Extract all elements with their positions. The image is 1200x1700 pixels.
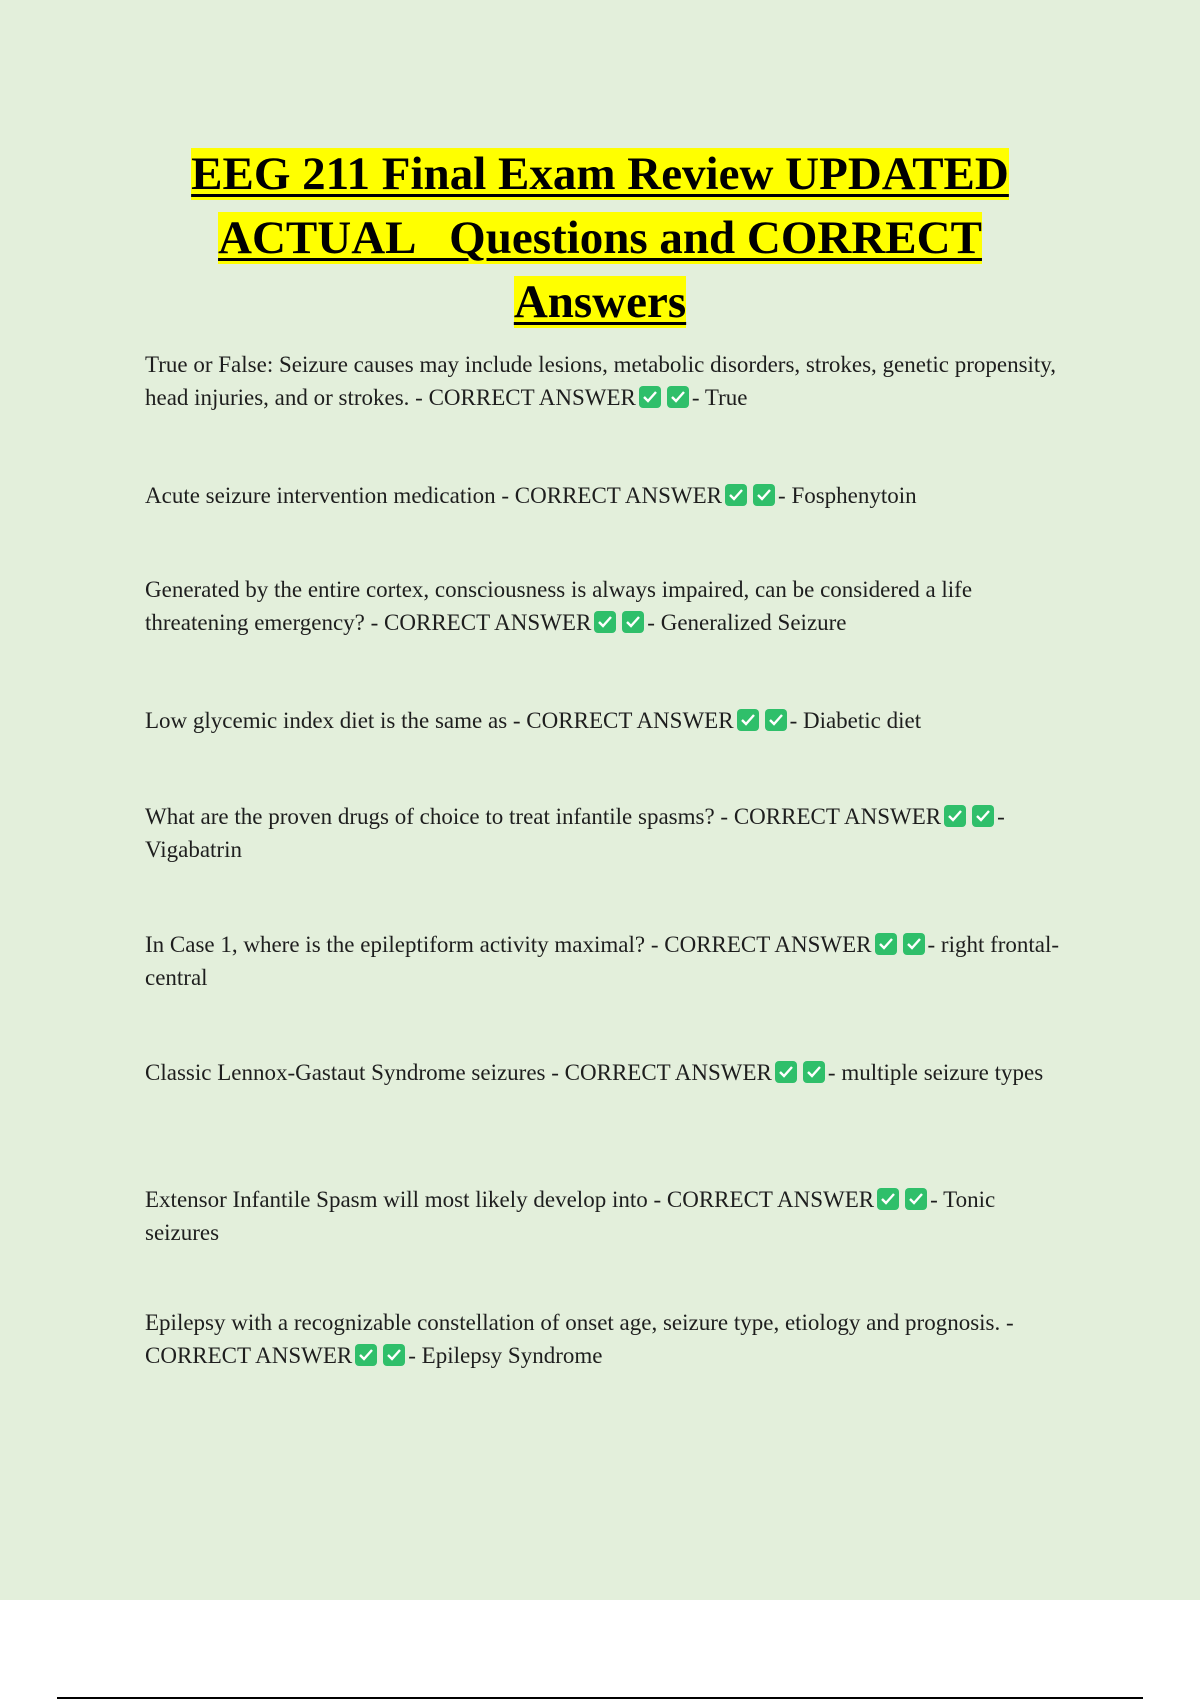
check-mark-icon — [725, 484, 747, 506]
check-mark-icon — [737, 709, 759, 731]
check-mark-icon — [803, 1061, 825, 1083]
document-title — [0, 142, 1200, 334]
answer-text: - Generalized Seizure — [647, 610, 847, 635]
qa-item — [145, 348, 1065, 414]
question-text: Low glycemic index diet is the same as - CORRECT ANSWER — [145, 708, 734, 733]
qa-item — [145, 704, 1065, 737]
answer-text: - Vigabatrin — [145, 804, 1005, 862]
question-text: What are the proven drugs of choice to treat infantile spasms? - CORRECT ANSWER — [145, 804, 942, 829]
question-text: Acute seizure intervention medication - CORRECT ANSWER — [145, 483, 723, 508]
question-text: In Case 1, where is the epileptiform activity maximal? - CORRECT ANSWER — [145, 932, 872, 957]
answer-text: - True — [691, 385, 748, 410]
title-line-1: EEG 211 Final Exam Review UPDATED — [191, 148, 1009, 200]
answer-text: - multiple seizure types — [827, 1060, 1044, 1085]
check-mark-icon — [903, 933, 925, 955]
check-mark-icon — [667, 386, 689, 408]
check-mark-icon — [944, 805, 966, 827]
check-mark-icon — [972, 805, 994, 827]
qa-item — [145, 928, 1065, 994]
check-mark-icon — [775, 1061, 797, 1083]
qa-item — [145, 1056, 1065, 1089]
answer-text: - Fosphenytoin — [778, 483, 917, 508]
check-mark-icon — [765, 709, 787, 731]
check-mark-icon — [877, 1188, 899, 1210]
qa-item — [145, 573, 1065, 639]
question-text: Epilepsy with a recognizable constellation of onset age, seizure type, etiology and prognosis. - CORRECT ANSWER — [145, 1310, 1014, 1368]
question-text: Extensor Infantile Spasm will most likely develop into - CORRECT ANSWER — [145, 1187, 875, 1212]
check-mark-icon — [622, 611, 644, 633]
check-mark-icon — [639, 386, 661, 408]
check-mark-icon — [875, 933, 897, 955]
qa-item — [145, 1306, 1065, 1372]
answer-text: - Diabetic diet — [789, 708, 922, 733]
footer-divider — [57, 1697, 1143, 1699]
check-mark-icon — [594, 611, 616, 633]
check-mark-icon — [753, 484, 775, 506]
qa-item — [145, 800, 1065, 866]
question-text: Generated by the entire cortex, consciousness is always impaired, can be considered a life threatening emergency? - CORRECT ANSWER — [145, 577, 973, 635]
question-text: Classic Lennox-Gastaut Syndrome seizures - CORRECT ANSWER — [145, 1060, 772, 1085]
check-mark-icon — [383, 1344, 405, 1366]
qa-item — [145, 479, 1065, 512]
title-line-3: Answers — [513, 276, 687, 328]
title-line-2: ACTUAL Questions and CORRECT — [218, 212, 982, 264]
question-text: True or False: Seizure causes may include lesions, metabolic disorders, strokes, genetic propensity, head injuries, and or strokes. - CORRECT ANSWER — [145, 352, 1057, 410]
answer-text: - right frontal-central — [145, 932, 1060, 990]
check-mark-icon — [355, 1344, 377, 1366]
qa-item — [145, 1183, 1065, 1249]
answer-text: - Epilepsy Syndrome — [408, 1343, 603, 1368]
check-mark-icon — [905, 1188, 927, 1210]
answer-text: - Tonic seizures — [145, 1187, 996, 1245]
